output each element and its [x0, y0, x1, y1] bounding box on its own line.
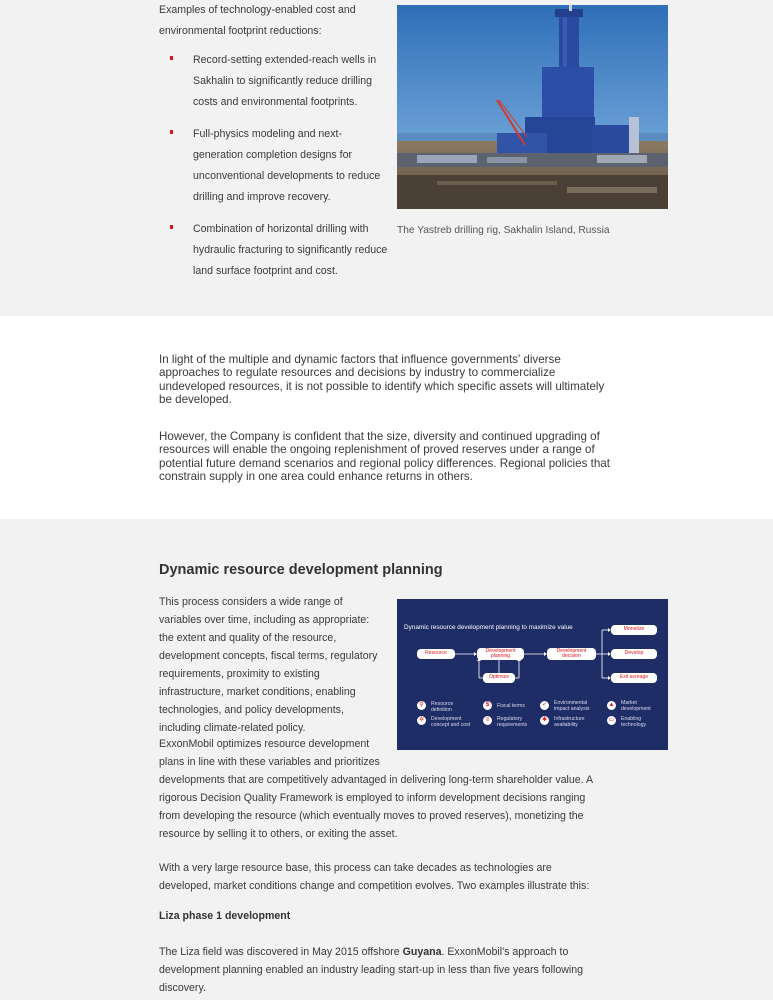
monetize-box: Monetize [611, 625, 657, 635]
section-heading: Dynamic resource development planning [159, 562, 443, 578]
intro-text: Examples of technology-enabled cost and environmental footprint reductions: [159, 4, 356, 37]
resource-box: Resource [417, 649, 455, 659]
infrastructure-icon: ✱ [541, 717, 548, 723]
bullet-icon [170, 130, 173, 134]
mid-paragraph-2: However, the Company is confident that the size, diversity and continued upgrading of resources will enable the ongoing replenishment of proved reserves under a range of potential future demand scenarios and regional policy differences. Regional policies that constrain supply in one area could enhance returns in others. [159, 430, 610, 484]
leaf-icon: ✓ [541, 702, 548, 708]
development-planning-box: Development planning [477, 648, 524, 660]
bottom-section [0, 519, 773, 1000]
body-paragraph-1: This process considers a wide range of variables over time, including as appropriate: the extent and quality of the resource, development concepts, fiscal terms, regulatory requirements, proximity to existing infrastructure, market conditions, enabling technologies, and policy developments, including climate-related policy. [159, 596, 378, 734]
legend-enabling-technology: Enabling technology [621, 716, 647, 728]
mid-paragraph-1: In light of the multiple and dynamic factors that influence governments' diverse approaches to regulate resources and decisions by industry to commercialize undeveloped resources, it is not possible to identify which specific assets will ultimately be developed. [159, 353, 605, 407]
legend-environmental: Environmental impact analysis [554, 700, 590, 712]
bullet-text: Combination of horizontal drilling with hydraulic fracturing to significantly reduce land surface footprint and cost. [193, 223, 388, 277]
development-decision-box: Development decision [547, 648, 596, 660]
legend-market-development: Market development [621, 700, 651, 712]
list-item [159, 219, 391, 282]
list-item [159, 50, 391, 113]
legend-fiscal-terms: Fiscal terms [497, 703, 525, 709]
legend-regulatory: Regulatory requirements [497, 716, 528, 728]
dollar-icon: $ [483, 701, 492, 710]
magnifier-icon: ⚲ [417, 701, 426, 710]
legend-resource-definition: Resource definition [431, 701, 454, 713]
optimize-box: Optimize [483, 673, 515, 683]
planning-diagram [397, 599, 668, 750]
drilling-rig-photo [397, 5, 668, 209]
photo-caption: The Yastreb drilling rig, Sakhalin Island, Russia [397, 225, 610, 236]
body-paragraph-3: With a very large resource base, this process can take decades as technologies are developed, market conditions change and competition evolves. Two examples illustrate this: [159, 862, 590, 892]
bullet-text: Record-setting extended-reach wells in Sakhalin to significantly reduce drilling costs and environmental footprints. [193, 54, 377, 108]
bullet-icon [170, 225, 173, 229]
middle-section [0, 316, 773, 519]
legend-infrastructure: Infrastructure availability [554, 716, 585, 728]
bullet-icon [170, 56, 173, 60]
gear-icon: ✲ [418, 717, 425, 723]
develop-box: Develop [611, 649, 657, 659]
body-paragraph-2-end: developments that are competitively advantaged in delivering long-term shareholder value. A rigorous Decision Quality Framework is employed to inform development decisions ranging from developing the resource (which eventually moves to proved reserves), monetizing the resource by selling it to others, or exiting the asset. [159, 774, 593, 840]
document-icon: ≡ [483, 716, 492, 725]
exit-acreage-box: Exit acreage [611, 673, 657, 683]
list-item [159, 124, 391, 208]
bullet-text: Full-physics modeling and next-generation completion designs for unconventional developments to reduce drilling and improve recovery. [193, 128, 381, 203]
paragraph-4-text-end: . ExxonMobil's approach to development planning enabled an industry leading start-up in less than five years following discovery. [159, 946, 584, 994]
legend-development-concept: Development concept and cost [431, 716, 471, 728]
subheading: Liza phase 1 development [159, 910, 291, 922]
body-paragraph-2-start: ExxonMobil optimizes resource development plans in line with these variables and prioritizes [159, 738, 380, 768]
guyana-bold: Guyana [402, 946, 442, 958]
monitor-icon: ▭ [608, 717, 615, 723]
chart-icon: ▲ [608, 702, 615, 708]
bullet-list [159, 50, 391, 293]
body-paragraph-4 [159, 943, 619, 997]
diagram-title: Dynamic resource development planning to maximize value [404, 624, 573, 631]
paragraph-4-text: The Liza field was discovered in May 2015 offshore [159, 946, 403, 958]
